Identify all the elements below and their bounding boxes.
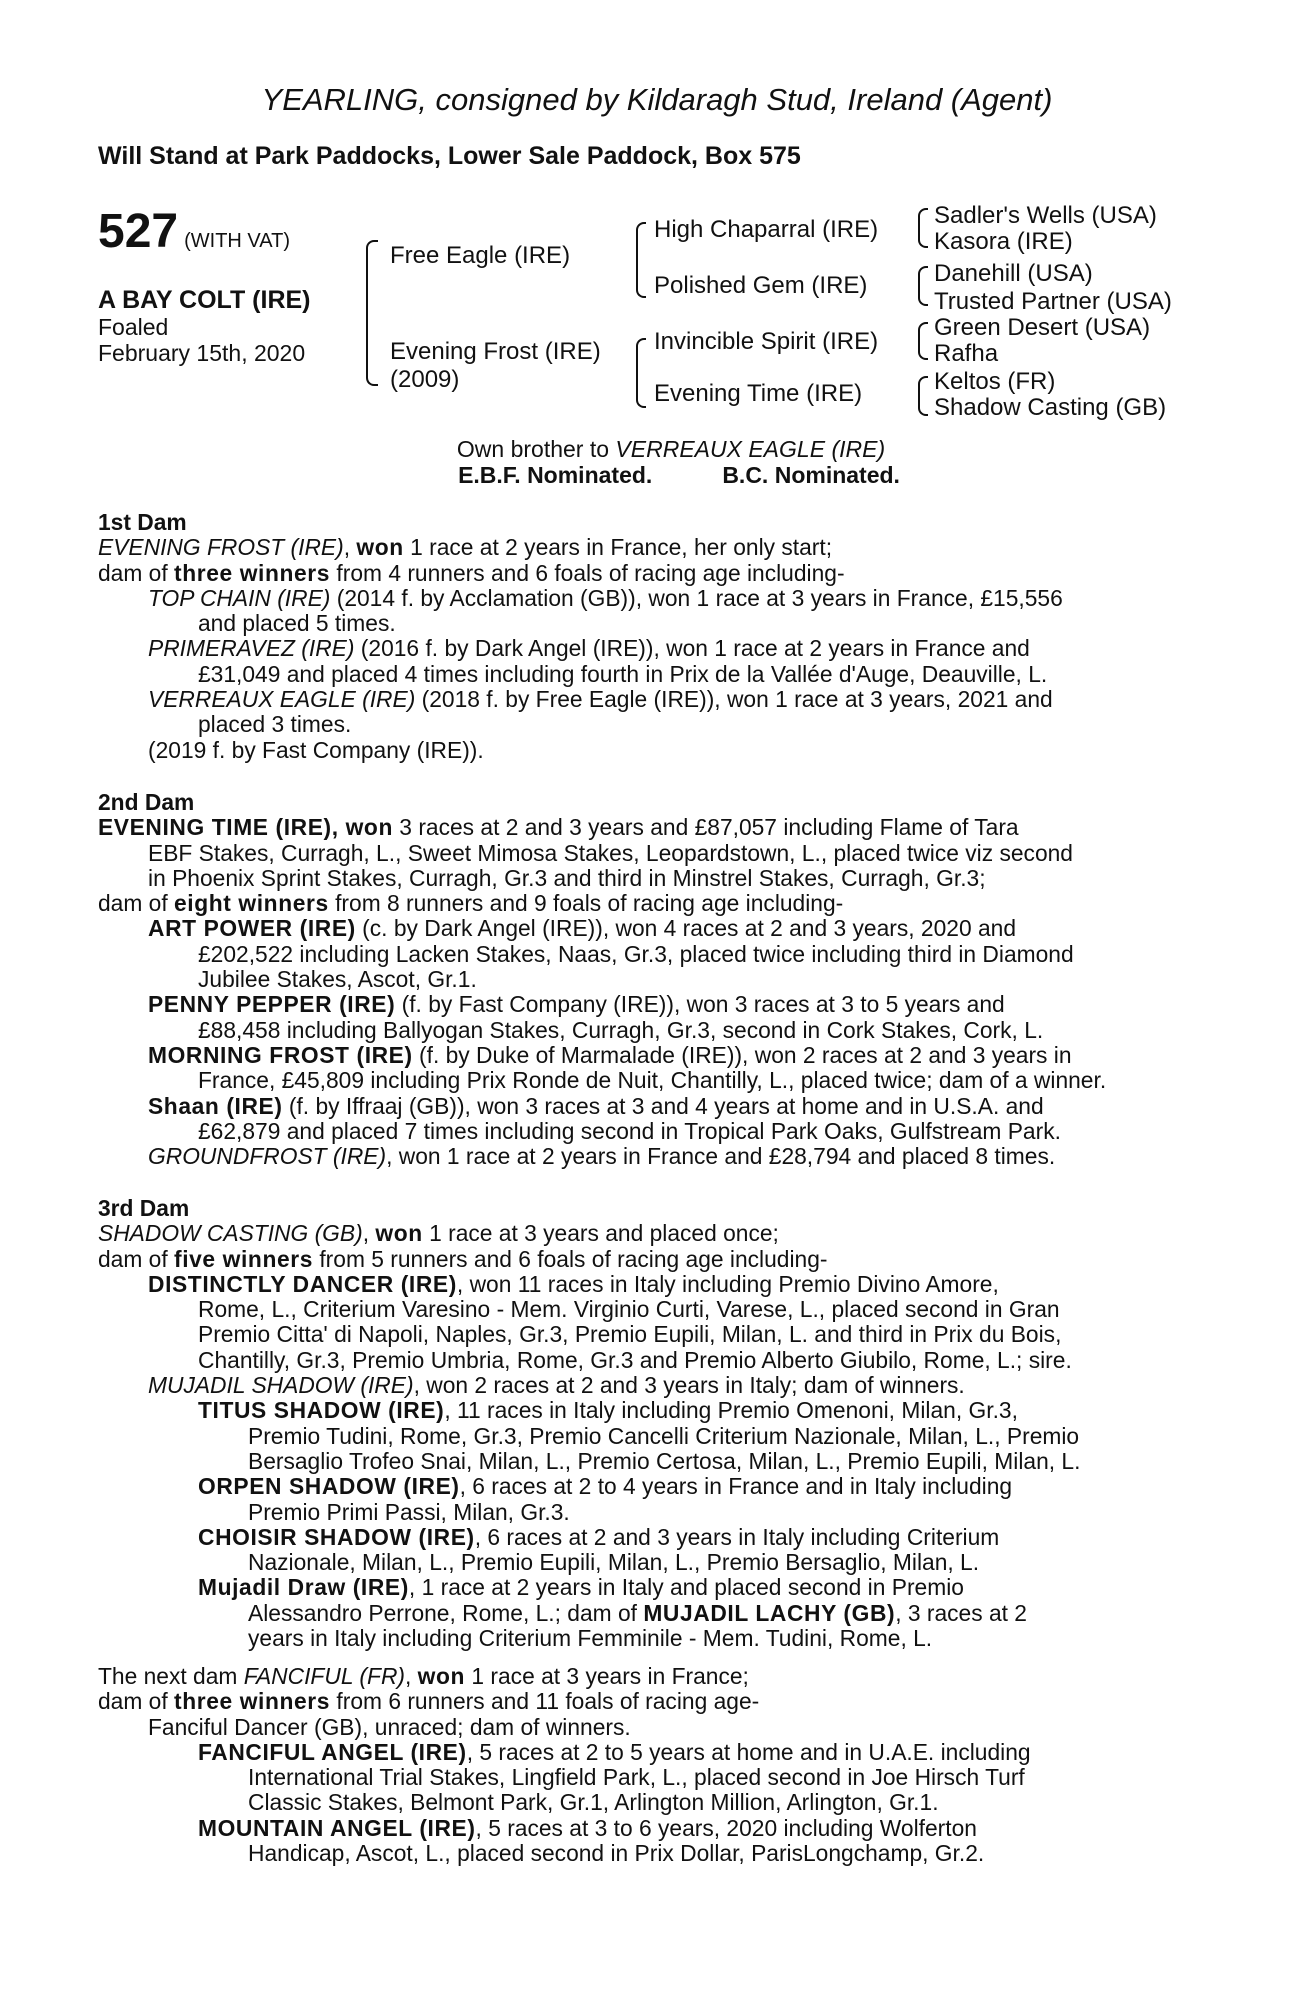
own-brother-note xyxy=(14,436,1314,463)
own-brother-label: Own brother to xyxy=(456,436,610,462)
lot-number-value: 527 xyxy=(98,205,179,258)
pedigree-dss: Green Desert (USA) xyxy=(934,314,1151,341)
runner-mujadil-lachy: MUJADIL LACHY (GB) xyxy=(643,1599,896,1626)
runner-orpen-shadow: ORPEN SHADOW (IRE) xyxy=(198,1473,460,1500)
stand-location: Will Stand at Park Paddocks, Lower Sale Paddock, Box 575 xyxy=(98,142,801,170)
lot-number xyxy=(98,204,290,259)
pedigree-sss: Sadler's Wells (USA) xyxy=(934,202,1157,229)
first-dam-name: EVENING FROST (IRE) xyxy=(98,534,344,561)
second-dam-winners: eight winners xyxy=(174,890,329,917)
pedigree-brace-dd xyxy=(918,376,928,416)
pedigree-dam-sire: Invincible Spirit (IRE) xyxy=(654,328,879,355)
third-dam-heading: 3rd Dam xyxy=(98,1195,190,1221)
runner-mountain-angel: MOUNTAIN ANGEL (IRE) xyxy=(198,1814,476,1841)
runner-mujadil-draw: Mujadil Draw (IRE) xyxy=(198,1574,409,1601)
second-dam-name: EVENING TIME (IRE), won xyxy=(98,814,393,841)
pedigree-sire-dam: Polished Gem (IRE) xyxy=(654,272,868,299)
third-dam-section: 3rd Dam SHADOW CASTING (GB), won 1 race at 3 years and placed once; dam of five winners from 5 runners and 6 foals of racing age including- DISTINCTLY DANCER (IRE), won 11 races in Italy including Premio Divino Amore, Rome, L., Criterium Varesino - Mem. Virginio Curti, Varese, L., placed second in Gran Premio Citta' di Napoli, Naples, Gr.3, Premio Eupili, Milan, L. and third in Prix du Bois, Chantilly, Gr.3, Premio Umbria, Rome, Gr.3 and Premio Alberto Giubilo, Rome, L.; sire. MUJADIL SHADOW (IRE), won 2 races at 2 and 3 years in Italy; dam of winners. TITUS SHADOW (IRE), 11 races in Italy including Premio Omenoni, Milan, Gr.3, Premio Tudini, Rome, Gr.3, Premio Cancelli Criterium Nazionale, Milan, L., Premio Bersaglio Trofeo Snai, Milan, L., Premio Certosa, Milan, L., Premio Eupili, Milan, L. ORPEN SHADOW (IRE), 6 races at 2 to 4 years in France and in Italy including Premio Primi Passi, Milan, Gr.3. CHOISIR SHADOW (IRE), 6 races at 2 and 3 years in Italy including Criterium Nazionale, Milan, L., Premio Eupili, Milan, L., Premio Bersaglio, Milan, L. Mujadil Draw (IRE), 1 race at 2 years in Italy and placed second in Premio Alessandro Perrone, Rome, L.; dam of MUJADIL LACHY (GB), 3 races at 2 years in Italy including Criterium Femminile - Mem. Tudini, Rome, L. xyxy=(98,1196,1196,1651)
pedigree-ssd: Kasora (IRE) xyxy=(934,228,1073,255)
runner-titus-shadow: TITUS SHADOW (IRE) xyxy=(198,1397,445,1424)
runner-fanciful-dancer: Fanciful Dancer (GB), unraced; dam of winners. xyxy=(148,1713,631,1740)
pedigree-sdd: Trusted Partner (USA) xyxy=(934,288,1172,315)
third-dam-name: SHADOW CASTING (GB) xyxy=(98,1220,363,1247)
ebf-nominated: E.B.F. Nominated. xyxy=(458,462,653,488)
pedigree-brace-ss xyxy=(918,208,928,248)
pedigree-dsd: Rafha xyxy=(934,340,999,367)
pedigree-sire: Free Eagle (IRE) xyxy=(390,242,571,269)
runner-choisir-shadow: CHOISIR SHADOW (IRE) xyxy=(198,1523,475,1550)
runner-primeravez: PRIMERAVEZ (IRE) xyxy=(148,635,355,662)
bc-nominated: B.C. Nominated. xyxy=(722,462,900,488)
vat-note: (WITH VAT) xyxy=(184,230,290,252)
runner-shaan: Shaan (IRE) xyxy=(148,1092,283,1119)
second-dam-section: 2nd Dam EVENING TIME (IRE), won 3 races at 2 and 3 years and £87,057 including Flame of Tara EBF Stakes, Curragh, L., Sweet Mimosa Stakes, Leopardstown, L., placed twice viz second in Phoenix Sprint Stakes, Curragh, Gr.3 and third in Minstrel Stakes, Curragh, Gr.3; dam of eight winners from 8 runners and 9 foals of racing age including- ART POWER (IRE) (c. by Dark Angel (IRE)), won 4 races at 2 and 3 years, 2020 and £202,522 including Lacken Stakes, Naas, Gr.3, placed twice including third in Diamond Jubilee Stakes, Ascot, Gr.1. PENNY PEPPER (IRE) (f. by Fast Company (IRE)), won 3 races at 3 to 5 years and £88,458 including Ballyogan Stakes, Curragh, Gr.3, second in Cork Stakes, Cork, L. MORNING FROST (IRE) (f. by Duke of Marmalade (IRE)), won 2 races at 2 and 3 years in France, £45,809 including Prix Ronde de Nuit, Chantilly, L., placed twice; dam of a winner. Shaan (IRE) (f. by Iffraaj (GB)), won 3 races at 3 and 4 years at home and in U.S.A. and £62,879 and placed 7 times including second in Tropical Park Oaks, Gulfstream Park. GROUNDFROST (IRE), won 1 race at 2 years in France and £28,794 and placed 8 times. xyxy=(98,790,1196,1169)
pedigree-brace-ds xyxy=(918,322,928,360)
nominations xyxy=(22,462,1314,489)
pedigree-ddd: Shadow Casting (GB) xyxy=(934,394,1167,421)
pedigree-sire-sire: High Chaparral (IRE) xyxy=(654,216,879,243)
third-dam-winners: five winners xyxy=(174,1245,313,1272)
pedigree-brace-sd xyxy=(918,266,928,306)
pedigree-brace-main xyxy=(366,240,378,386)
runner-mujadil-shadow: MUJADIL SHADOW (IRE) xyxy=(148,1372,414,1399)
pedigree-sds: Danehill (USA) xyxy=(934,260,1093,287)
runner-penny-pepper: PENNY PEPPER (IRE) xyxy=(148,991,396,1018)
next-dam-name: FANCIFUL (FR) xyxy=(243,1663,405,1689)
first-dam-section: 1st Dam EVENING FROST (IRE), won 1 race at 2 years in France, her only start; dam of three winners from 4 runners and 6 foals of racing age including- TOP CHAIN (IRE) (2014 f. by Acclamation (GB)), won 1 race at 3 years in France, £15,556 and placed 5 times. PRIMERAVEZ (IRE) (2016 f. by Dark Angel (IRE)), won 1 race at 2 years in France and £31,049 and placed 4 times including fourth in Prix de la Vallée d'Auge, Deauville, L. VERREAUX EAGLE (IRE) (2018 f. by Free Eagle (IRE)), won 1 race at 3 years, 2021 and placed 3 times. (2019 f. by Fast Company (IRE)). xyxy=(98,510,1196,763)
next-dam-section: The next dam FANCIFUL (FR), won 1 race at 3 years in France; dam of three winners from 6 runners and 11 foals of racing age- Fanciful Dancer (GB), unraced; dam of winners. FANCIFUL ANGEL (IRE), 5 races at 2 to 5 years at home and in U.A.E. including International Trial Stakes, Lingfield Park, L., placed second in Joe Hirsch Turf Classic Stakes, Belmont Park, Gr.1, Arlington Million, Arlington, Gr.1. MOUNTAIN ANGEL (IRE), 5 races at 3 to 6 years, 2020 including Wolferton Handicap, Ascot, L., placed second in Prix Dollar, ParisLongchamp, Gr.2. xyxy=(98,1664,1196,1866)
own-brother-name: VERREAUX EAGLE (IRE) xyxy=(615,436,886,462)
second-dam-heading: 2nd Dam xyxy=(98,789,195,815)
next-dam-winners: three winners xyxy=(174,1688,331,1715)
foaled-date: February 15th, 2020 xyxy=(98,340,306,366)
runner-groundfrost: GROUNDFROST (IRE) xyxy=(148,1143,387,1170)
pedigree-brace-sire xyxy=(636,222,646,298)
foaled-label: Foaled xyxy=(98,314,169,340)
horse-description: A BAY COLT (IRE) xyxy=(98,286,311,314)
first-dam-winners: three winners xyxy=(174,559,331,586)
runner-top-chain: TOP CHAIN (IRE) xyxy=(148,584,331,611)
runner-verreaux-eagle: VERREAUX EAGLE (IRE) xyxy=(148,686,416,713)
page-title: YEARLING, consigned by Kildaragh Stud, Ireland (Agent) xyxy=(261,82,1053,117)
pedigree-brace-dam xyxy=(636,338,646,408)
pedigree-dam-year: (2009) xyxy=(390,366,460,393)
runner-2019-filly: (2019 f. by Fast Company (IRE)). xyxy=(148,736,484,763)
runner-art-power: ART POWER (IRE) xyxy=(148,915,356,942)
first-dam-heading: 1st Dam xyxy=(98,509,187,535)
pedigree-dam-dam: Evening Time (IRE) xyxy=(654,380,863,407)
runner-morning-frost: MORNING FROST (IRE) xyxy=(148,1041,413,1068)
runner-distinctly-dancer: DISTINCTLY DANCER (IRE) xyxy=(148,1270,457,1297)
runner-fanciful-angel: FANCIFUL ANGEL (IRE) xyxy=(198,1738,467,1765)
pedigree-dam: Evening Frost (IRE) xyxy=(390,338,601,365)
first-dam-record: , won 1 race at 2 years in France, her only start; xyxy=(343,534,833,561)
pedigree-dds: Keltos (FR) xyxy=(934,368,1056,395)
